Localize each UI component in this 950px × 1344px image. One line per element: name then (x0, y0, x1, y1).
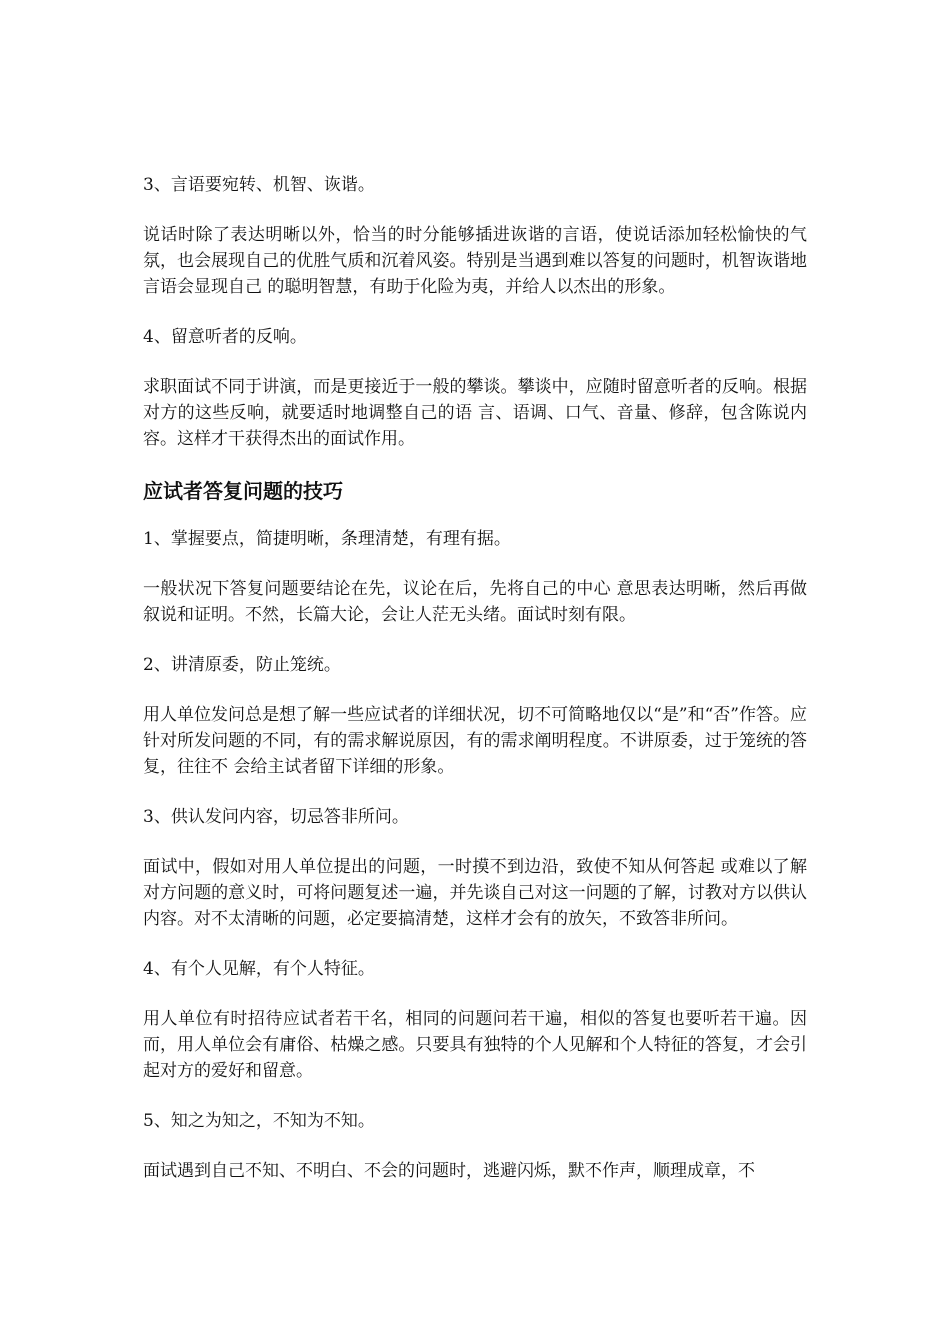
body-paragraph: 用人单位发问总是想了解一些应试者的详细状况，切不可简略地仅以“是”和“否”作答。应针对所发问题的不同，有的需求解说原因，有的需求阐明程度。不讲原委，过于笼统的答复，往往不 会给主试者留下详细的形象。 (143, 705, 807, 777)
item-heading-3: 3、言语要宛转、机智、诙谐。 (143, 175, 375, 195)
item-heading-4: 4、留意听者的反响。 (143, 327, 307, 347)
body-paragraph: 面试中，假如对用人单位提出的问题，一时摸不到边沿，致使不知从何答起 或难以了解对方问题的意义时，可将问题复述一遍，并先谈自己对这一问题的了解，讨教对方以供认内容。对不太清晰的问题，必定要搞清楚，这样才会有的放矢，不致答非所问。 (143, 857, 807, 929)
item-heading-4b: 4、有个人见解，有个人特征。 (143, 959, 375, 979)
body-paragraph: 面试遇到自己不知、不明白、不会的问题时，逃避闪烁，默不作声，顺理成章，不 (143, 1161, 755, 1181)
item-heading-1: 1、掌握要点，简捷明晰，条理清楚，有理有据。 (143, 529, 511, 549)
body-paragraph: 说话时除了表达明晰以外，恰当的时分能够插进诙谐的言语，使说话添加轻松愉快的气氛，也会展现自己的优胜气质和沉着风姿。特别是当遇到难以答复的问题时，机智诙谐地言语会显现自己 的聪明智慧，有助于化险为夷，并给人以杰出的形象。 (143, 225, 807, 297)
body-paragraph: 求职面试不同于讲演，而是更接近于一般的攀谈。攀谈中，应随时留意听者的反响。根据对方的这些反响，就要适时地调整自己的语 言、语调、口气、音量、修辞，包含陈说内容。这样才干获得杰出的面试作用。 (143, 377, 807, 449)
item-heading-5: 5、知之为知之，不知为不知。 (143, 1111, 375, 1131)
document-page (143, 172, 807, 1208)
item-heading-2: 2、讲清原委，防止笼统。 (143, 655, 341, 675)
body-paragraph: 一般状况下答复问题要结论在先，议论在后，先将自己的中心 意思表达明晰，然后再做叙说和证明。不然，长篇大论，会让人茫无头绪。面试时刻有限。 (143, 579, 807, 625)
item-heading-3b: 3、供认发问内容，切忌答非所问。 (143, 807, 409, 827)
section-heading: 应试者答复问题的技巧 (143, 479, 343, 503)
body-paragraph: 用人单位有时招待应试者若干名，相同的问题问若干遍，相似的答复也要听若干遍。因而，用人单位会有庸俗、枯燥之感。只要具有独特的个人见解和个人特征的答复，才会引起对方的爱好和留意。 (143, 1009, 807, 1081)
